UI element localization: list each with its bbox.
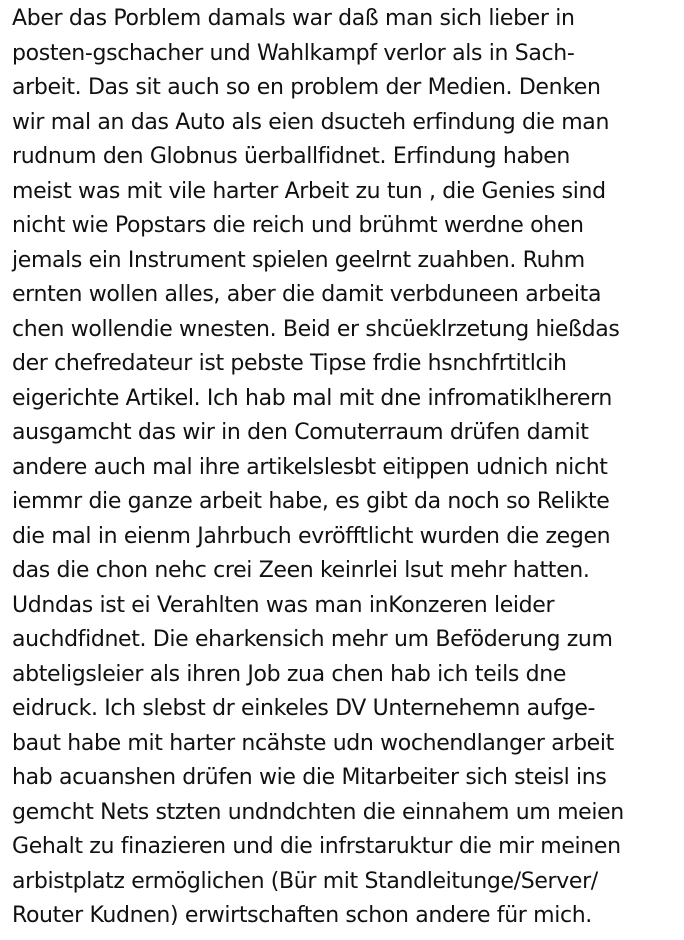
text-line: Aber das Porblem damals war daß man sich lieber in	[12, 6, 575, 31]
text-line: andere auch mal ihre artikelslesbt eitippen udnich nicht	[12, 454, 608, 480]
text-line: chen wollendie wnesten. Beid er shcüeklrzetung hießdas	[12, 316, 620, 342]
text-line: rudnum den Globnus üerballfidnet. Erfindung haben	[12, 144, 571, 169]
text-line: eigerichte Artikel. Ich hab mal mit dne infromatiklherern	[12, 385, 612, 411]
text-line: der chefredateur ist pebste Tipse frdie hsnchfrtitlcih	[12, 351, 567, 376]
body-text	[12, 2, 682, 934]
text-line: Udndas ist ei Verahlten was man inKonzeren leider	[12, 592, 555, 618]
text-line: Router Kudnen) erwirtschaften schon andere für mich.	[12, 903, 592, 928]
text-line: gemcht Nets stzten undndchten die einnahem um meien	[12, 799, 624, 825]
text-line: nicht wie Popstars die reich und brühmt werdne ohen	[12, 213, 584, 238]
text-line: Gehalt zu finazieren und die infrstaruktur die mir meinen	[12, 834, 621, 859]
text-line: auchdfidnet. Die eharkensich mehr um Beföderung zum	[12, 627, 613, 652]
text-line: ausgamcht das wir in den Comuterraum drüfen damit	[12, 420, 589, 445]
text-line: baut habe mit harter ncähste udn wochendlanger arbeit	[12, 730, 614, 756]
text-line: posten-gschacher und Wahlkampf verlor als in Sach-	[12, 40, 575, 66]
text-line: arbeit. Das sit auch so en problem der Medien. Denken	[12, 75, 601, 100]
text-line: hab acuanshen drüfen wie die Mitarbeiter sich steisl ins	[12, 765, 607, 790]
text-line: iemmr die ganze arbeit habe, es gibt da noch so Relikte	[12, 489, 610, 514]
text-line: ernten wollen alles, aber die damit verbduneen arbeita	[12, 282, 602, 307]
text-line: die mal in eienm Jahrbuch evröfftlicht wurden die zegen	[12, 523, 611, 549]
text-line: wir mal an das Auto als eien dsucteh erfindung die man	[12, 109, 610, 135]
text-line: jemals ein Instrument spielen geelrnt zuahben. Ruhm	[12, 247, 585, 273]
text-line: eidruck. Ich slebst dr einkeles DV Unternehemn aufge-	[12, 696, 596, 721]
text-line: arbistplatz ermöglichen (Bür mit Standleitunge/Server/	[12, 868, 598, 894]
text-line: das die chon nehc crei Zeen keinrlei lsut mehr hatten.	[12, 558, 590, 583]
text-line: abteligsleier als ihren Job zua chen hab ich teils dne	[12, 661, 567, 687]
text-line: meist was mit vile harter Arbeit zu tun , die Genies sind	[12, 178, 606, 204]
